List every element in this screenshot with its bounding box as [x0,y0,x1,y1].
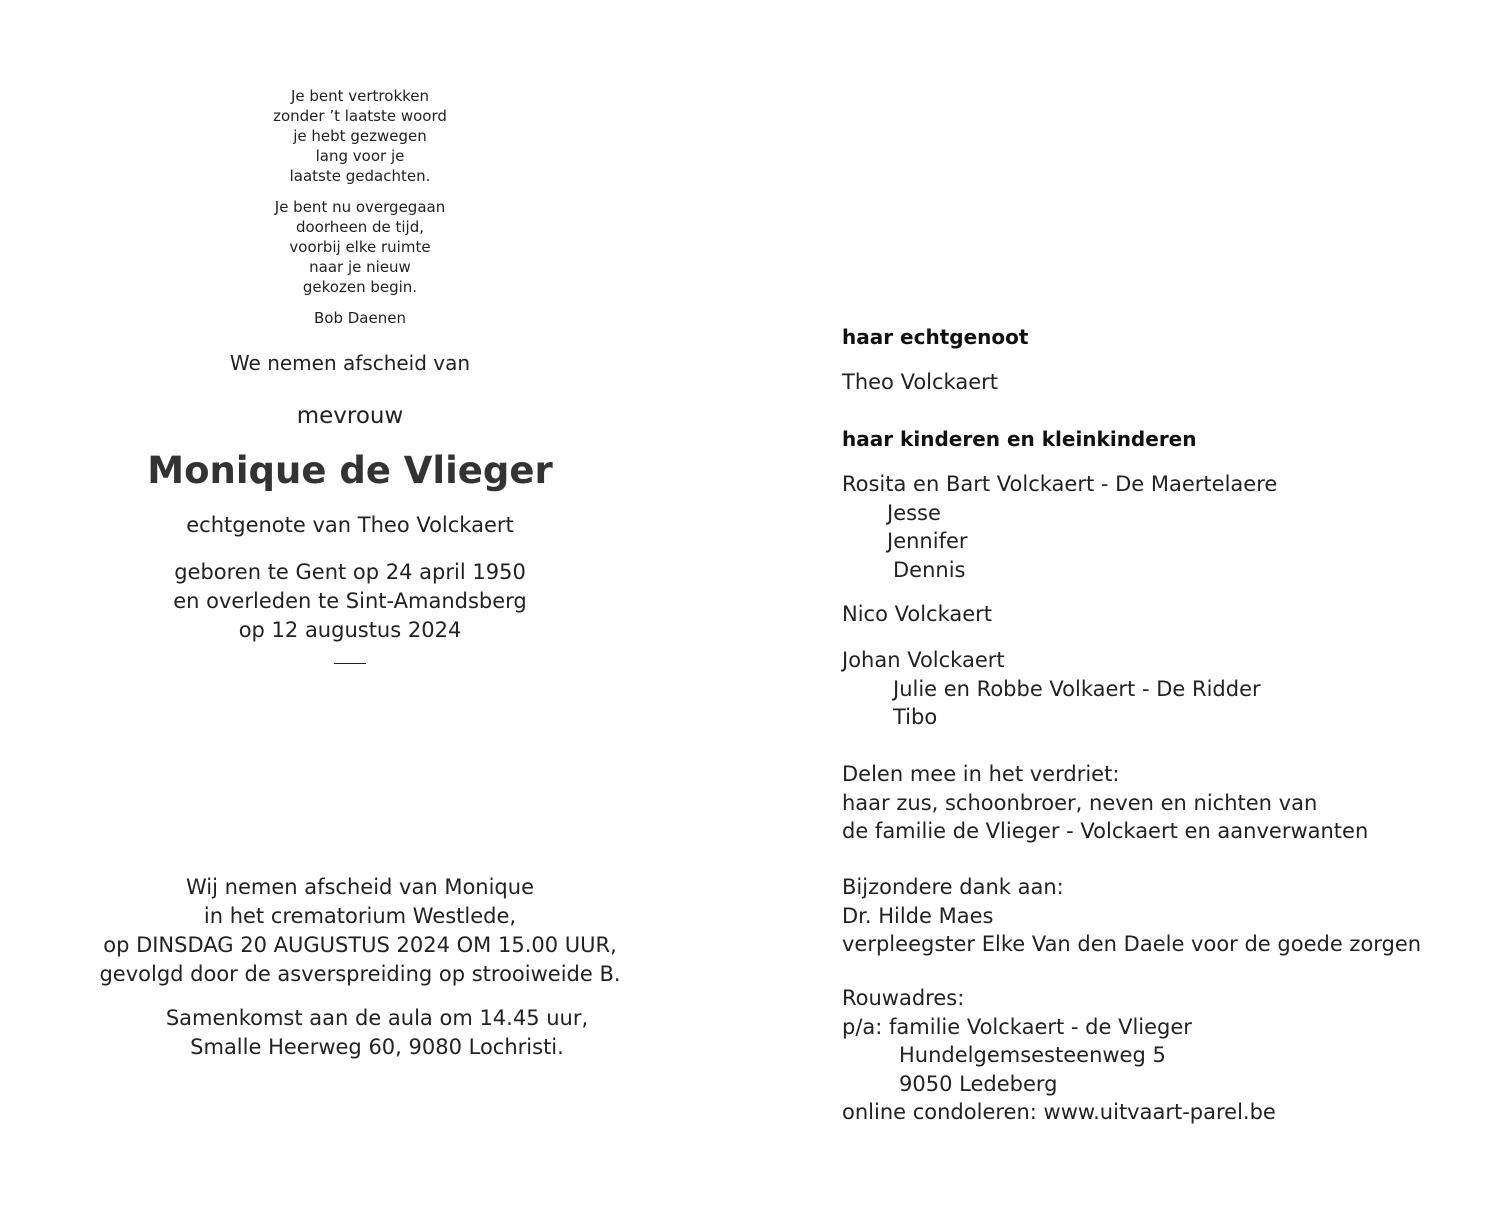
grandchild-name: Jennifer [887,529,968,553]
poem-line: je hebt gezwegen [293,127,427,145]
children-heading: haar kinderen en kleinkinderen [842,427,1197,451]
divider-line [334,663,366,664]
ceremony-info [40,873,680,989]
sharing-grief [842,760,1368,846]
ceremony-line: op DINSDAG 20 AUGUSTUS 2024 OM 15.00 UUR, [103,933,617,957]
poem-stanza-1 [210,86,510,186]
born-line: geboren te Gent op 24 april 1950 [174,560,526,584]
grandchild-name: Tibo [893,705,938,729]
gathering-line: Smalle Heerweg 60, 9080 Lochristi. [190,1035,564,1059]
thanks-line: verpleegster Elke Van den Daele voor de goede zorgen [842,932,1422,956]
spouse-heading: haar echtgenoot [842,325,1029,349]
gathering-line: Samenkomst aan de aula om 14.45 uur, [165,1006,589,1030]
address-line: p/a: familie Volckaert - de Vlieger [842,1014,1192,1039]
died-date-line: op 12 augustus 2024 [238,618,462,642]
gathering-info [40,1004,714,1062]
poem-line: gekozen begin. [302,278,418,296]
died-line: en overleden te Sint-Amandsberg [173,589,527,613]
child-name: Nico Volckaert [842,602,993,626]
grandchild-name: Jesse [887,500,941,525]
address-label: Rouwadres: [842,986,965,1010]
ceremony-line: gevolgd door de asverspreiding op strooiweide B. [99,962,621,986]
spouse-name: Theo Volckaert [842,370,998,394]
sharing-line: Delen mee in het verdriet: [842,762,1120,786]
thanks-line: Dr. Hilde Maes [842,903,994,928]
sharing-line: haar zus, schoonbroer, neven en nichten van [842,790,1318,815]
life-dates [100,558,600,645]
ceremony-line: Wij nemen afscheid van Monique [185,875,534,899]
announcement-intro: We nemen afscheid van [229,351,471,375]
poem-line: zonder ’t laatste woord [273,107,447,125]
thanks-line: Bijzondere dank aan: [842,875,1064,899]
poem-line: Je bent vertrokken [290,87,430,105]
poem-line: naar je nieuw [309,258,411,276]
mourning-address [842,984,1276,1127]
poem-line: lang voor je [315,147,405,165]
poem-line: laatste gedachten. [289,167,431,185]
title-prefix: mevrouw [296,403,404,429]
poem-author: Bob Daenen [314,309,406,327]
child-name: Rosita en Bart Volckaert - De Maertelaere [842,472,1278,496]
online-condolences: online condoleren: www.uitvaart-parel.be [842,1100,1276,1124]
poem-line: voorbij elke ruimte [289,238,431,256]
address-city: 9050 Ledeberg [899,1071,1058,1096]
family-branch-1 [842,470,1277,584]
family-branch-3 [842,646,1261,732]
deceased-name: Monique de Vlieger [147,449,553,492]
ceremony-line: in het crematorium Westlede, [203,904,517,928]
address-street: Hundelgemsesteenweg 5 [899,1043,1166,1067]
spouse-line: echtgenote van Theo Volckaert [186,513,514,537]
grandchild-name: Julie en Robbe Volkaert - De Ridder [893,676,1261,701]
poem-line: Je bent nu overgegaan [274,198,446,216]
poem-stanza-2 [210,197,510,297]
special-thanks [842,873,1421,959]
poem-line: doorheen de tijd, [295,218,425,236]
child-name: Johan Volckaert [842,648,1005,672]
sharing-line: de familie de Vlieger - Volckaert en aanverwanten [842,819,1369,843]
grandchild-name: Dennis [893,557,966,582]
